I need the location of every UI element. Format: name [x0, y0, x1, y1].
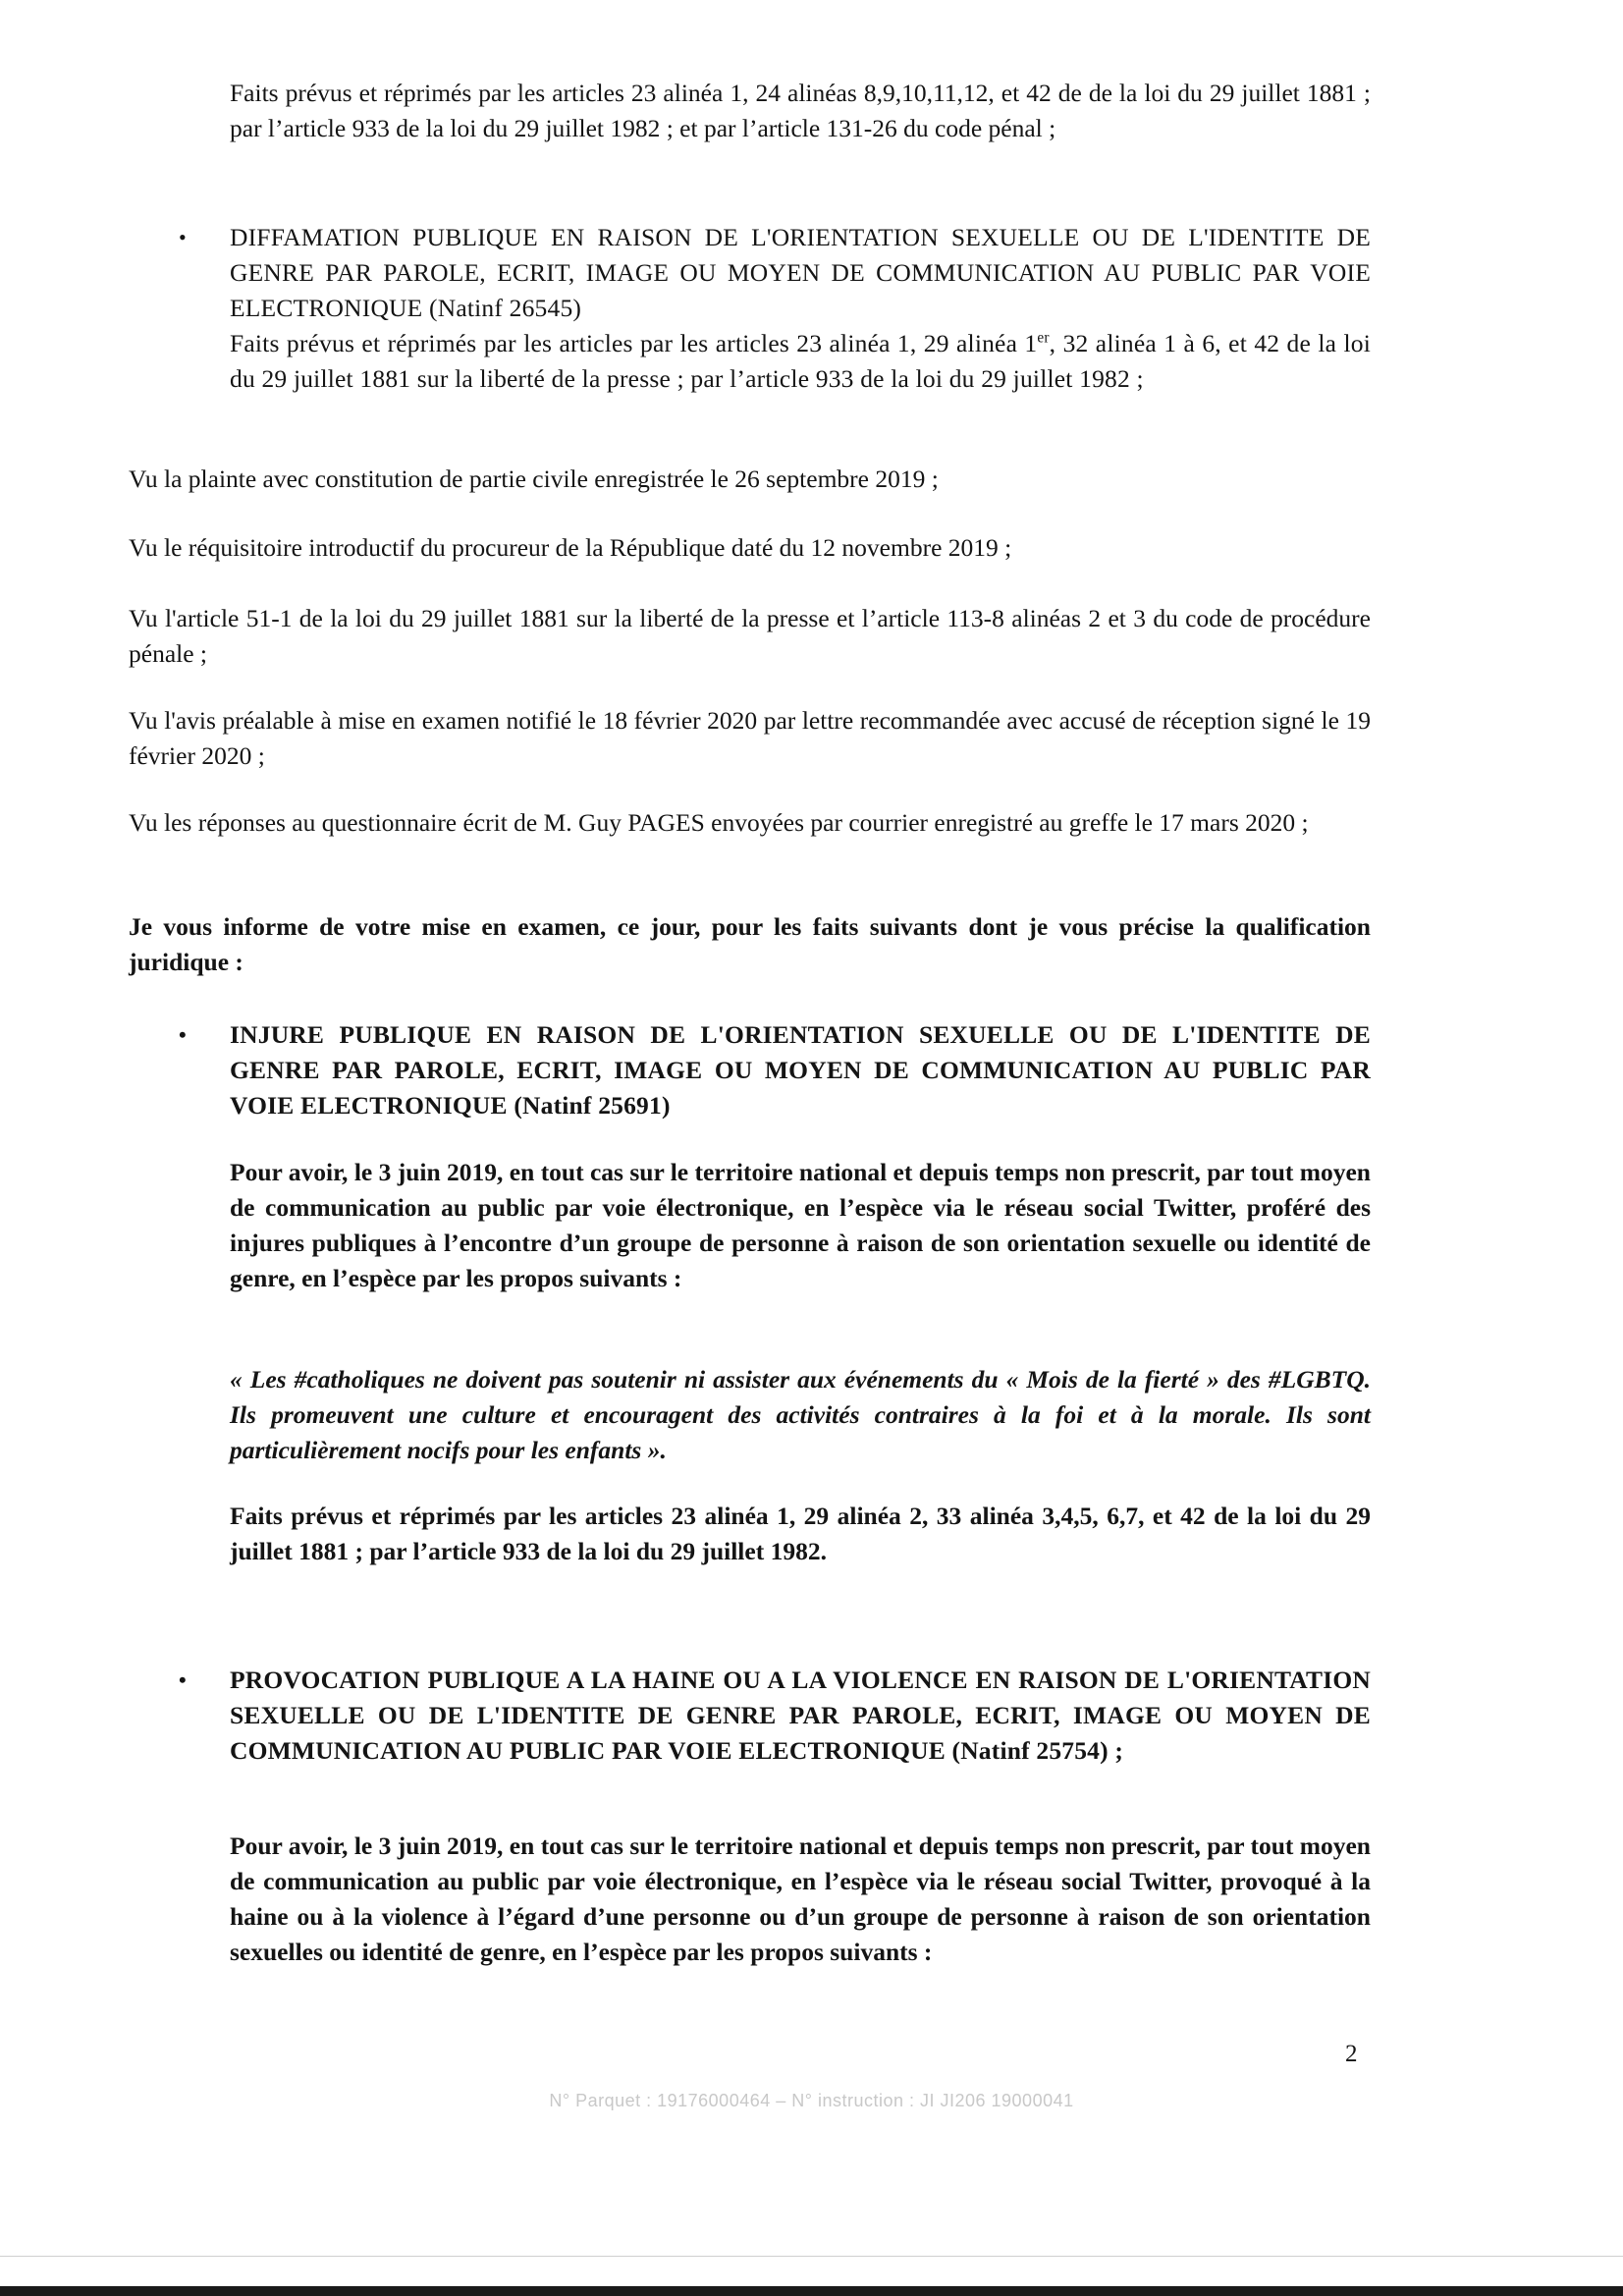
- charge-diffamation-articles-sup: er: [1037, 329, 1050, 347]
- charge-injure-facts-block: [230, 1155, 1371, 1296]
- consideration-1: [129, 462, 1371, 497]
- charge-provocation-facts-block: [230, 1829, 1371, 1970]
- consideration-text: Vu l'avis préalable à mise en examen notifié le 18 février 2020 par lettre recommandée avec accusé de réception signé le 19 février 2020 ;: [129, 706, 1371, 770]
- charge-injure-title: INJURE PUBLIQUE EN RAISON DE L'ORIENTATION SEXUELLE OU DE L'IDENTITE DE GENRE PAR PAROLE, ECRIT, IMAGE OU MOYEN DE COMMUNICATION AU PUBLIC PAR VOIE ELECTRONIQUE (Natinf 25691): [230, 1020, 1371, 1120]
- consideration-text: Vu la plainte avec constitution de partie civile enregistrée le 26 septembre 2019 ;: [129, 465, 939, 493]
- consideration-4: [129, 703, 1371, 774]
- footer-case-reference: N° Parquet : 19176000464 – N° instruction : JI JI206 19000041: [549, 2091, 1074, 2110]
- consideration-2: [129, 530, 1371, 566]
- consideration-text: Vu les réponses au questionnaire écrit de M. Guy PAGES envoyées par courrier enregistré au greffe le 17 mars 2020 ;: [129, 808, 1309, 837]
- bullet-injure: •: [179, 1022, 187, 1047]
- charge-diffamation-title: DIFFAMATION PUBLIQUE EN RAISON DE L'ORIENTATION SEXUELLE OU DE L'IDENTITE DE GENRE PAR PAROLE, ECRIT, IMAGE OU MOYEN DE COMMUNICATION AU PUBLIC PAR VOIE ELECTRONIQUE (Natinf 26545): [230, 223, 1371, 322]
- consideration-text: Vu le réquisitoire introductif du procureur de la République daté du 12 novembre 2019 ;: [129, 533, 1012, 562]
- charge-injure-quote: « Les #catholiques ne doivent pas soutenir ni assister aux événements du « Mois de la fierté » des #LGBTQ. Ils promeuvent une culture et encouragent des activités contraires à la foi et à la morale. Ils sont particulièrement nocifs pour les enfants ».: [230, 1365, 1371, 1464]
- consideration-3: [129, 601, 1371, 672]
- charge-injure-title-block: [230, 1017, 1371, 1123]
- scan-bottom-edge: [0, 2286, 1623, 2296]
- charge-injure-facts: Pour avoir, le 3 juin 2019, en tout cas sur le territoire national et depuis temps non prescrit, par tout moyen de communication au public par voie électronique, en l’espèce via le réseau social Twitter, proféré des injures publiques à l’encontre d’un groupe de personne à raison de son orientation sexuelle ou identité de genre, en l’espèce par les propos suivants :: [230, 1158, 1371, 1292]
- notice-text: Je vous informe de votre mise en examen, ce jour, pour les faits suivants dont je vous précise la qualification juridique :: [129, 912, 1371, 976]
- charge-diffamation-articles-part1: Faits prévus et réprimés par les articles par les articles 23 alinéa 1, 29 alinéa 1: [230, 329, 1038, 357]
- charge-provocation-title: PROVOCATION PUBLIQUE A LA HAINE OU A LA VIOLENCE EN RAISON DE L'ORIENTATION SEXUELLE OU DE L'IDENTITE DE GENRE PAR PAROLE, ECRIT, IMAGE OU MOYEN DE COMMUNICATION AU PUBLIC PAR VOIE ELECTRONIQUE (Natinf 25754) ;: [230, 1666, 1371, 1765]
- top-articles-text: Faits prévus et réprimés par les articles 23 alinéa 1, 24 alinéas 8,9,10,11,12, et 42 de de la loi du 29 juillet 1881 ; par l’article 933 de la loi du 29 juillet 1982 ; et par l’article 131-26 du code pénal ;: [230, 79, 1371, 142]
- charge-injure-quote-block: [230, 1362, 1371, 1468]
- charge-diffamation-articles-part2: , 32 alinéa 1 à 6, et 42 de la loi du 29 juillet 1881 sur la liberté de la presse ; par l’article 933 de la loi du 29 juillet 1982 ;: [230, 329, 1371, 393]
- charge-provocation-facts: Pour avoir, le 3 juin 2019, en tout cas sur le territoire national et depuis temps non prescrit, par tout moyen de communication au public par voie électronique, en l’espèce via le réseau social Twitter, provoqué à la haine ou à la violence à l’égard d’une personne ou d’un groupe de personne à raison de son orientation sexuelles ou identité de genre, en l’espèce par les propos suivants :: [230, 1831, 1371, 1966]
- top-articles-paragraph: [230, 76, 1371, 146]
- bullet-provocation: •: [179, 1667, 187, 1692]
- consideration-5: [129, 805, 1371, 841]
- charge-injure-articles-block: [230, 1499, 1371, 1569]
- bullet-diffamation: •: [179, 225, 187, 249]
- charge-injure-articles: Faits prévus et réprimés par les articles 23 alinéa 1, 29 alinéa 2, 33 alinéa 3,4,5, 6,7, et 42 de la loi du 29 juillet 1881 ; par l’article 933 de la loi du 29 juillet 1982.: [230, 1502, 1371, 1565]
- consideration-text: Vu l'article 51-1 de la loi du 29 juillet 1881 sur la liberté de la presse et l’article 113-8 alinéas 2 et 3 du code de procédure pénale ;: [129, 604, 1371, 668]
- charge-provocation-title-block: [230, 1663, 1371, 1769]
- page-number: 2: [1345, 2041, 1358, 2067]
- mise-en-examen-notice: [129, 909, 1371, 980]
- charge-diffamation: [230, 220, 1371, 397]
- charge-diffamation-articles: [230, 326, 1371, 397]
- scan-divider-line: [0, 2256, 1623, 2257]
